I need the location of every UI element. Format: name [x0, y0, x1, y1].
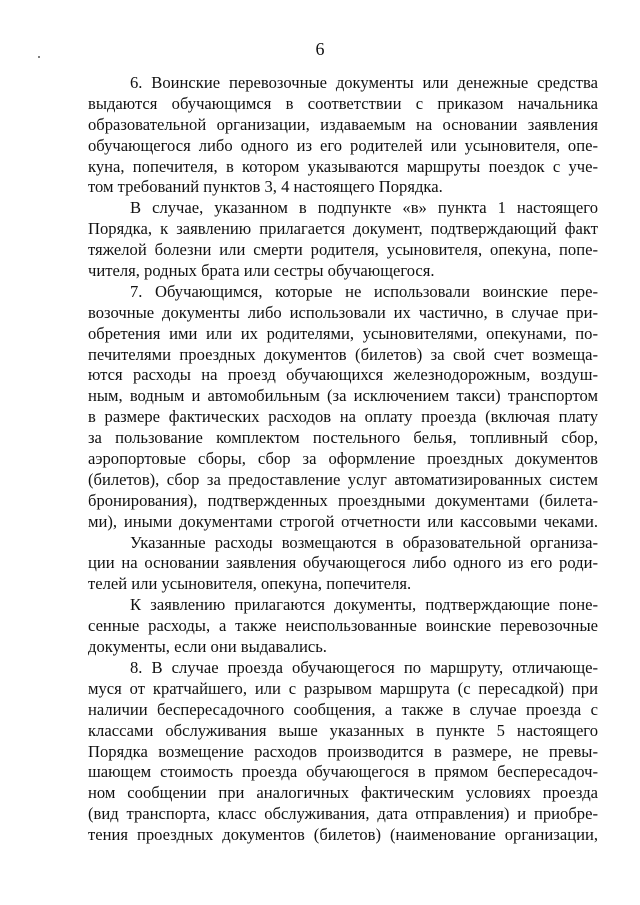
text-line: документы, если они выдавались.	[88, 637, 327, 657]
text-line: печителями проездных документов (билетов) за свой счет возмеща-	[88, 344, 598, 364]
text-line: куна, попечителя, в котором указываются маршруты поездок с уче-	[88, 156, 598, 176]
text-line: бронирования), подтвержденных проездными документами (билета-	[88, 490, 598, 510]
text-line: муся от кратчайшего, или с разрывом маршрута (с пересадкой) при	[88, 678, 598, 698]
text-line: (вид транспорта, класс обслуживания, дата отправления) и приобре-	[88, 804, 598, 824]
text-line: чителя, родных брата или сестры обучающегося.	[88, 261, 435, 281]
text-line: шающем стоимость проезда обучающегося в прямом беспересадоч-	[88, 762, 598, 782]
text-line: ном сообщении при аналогичных фактическим условиях проезда	[88, 783, 598, 803]
text-line: аэропортовые сборы, сбор за оформление проездных документов	[88, 449, 598, 469]
text-line: обретения ими или их родителями, усыновителями, опекунами, по-	[88, 323, 598, 343]
text-line: образовательной организации, издаваемым на основании заявления	[88, 114, 598, 134]
text-line: возочные документы либо использовали их частично, в случае при-	[88, 302, 598, 322]
text-line: Порядка, к заявлению прилагается документ, подтверждающий факт	[88, 219, 598, 239]
text-line: наличии беспересадочного сообщения, а также в случае проезда с	[88, 699, 598, 719]
text-line: за пользование комплектом постельного белья, топливный сбор,	[88, 428, 598, 448]
text-line: ным, водным и автомобильным (за исключением такси) транспортом	[88, 386, 598, 406]
scan-speck	[38, 56, 40, 58]
body-text	[88, 73, 598, 846]
text-line: том требований пунктов 3, 4 настоящего Порядка.	[88, 177, 443, 197]
page-number: 6	[315, 39, 325, 59]
text-line: в размере фактических расходов на оплату проезда (включая плату	[88, 407, 598, 427]
text-line: классами обслуживания выше указанных в пункте 5 настоящего	[88, 720, 598, 740]
text-line: К заявлению прилагаются документы, подтверждающие поне-	[130, 595, 598, 615]
text-line: телей или усыновителя, опекуна, попечителя.	[88, 574, 412, 594]
text-line: тения проездных документов (билетов) (наименование организации,	[88, 825, 598, 845]
text-line: тяжелой болезни или смерти родителя, усыновителя, опекуна, попе-	[88, 240, 598, 260]
text-line: ются расходы на проезд обучающихся железнодорожным, воздуш-	[88, 365, 598, 385]
text-line: сенные расходы, а также неиспользованные воинские перевозочные	[88, 616, 598, 636]
text-line: ции на основании заявления обучающегося либо одного из его роди-	[88, 553, 598, 573]
text-line: 8. В случае проезда обучающегося по маршруту, отличающе-	[130, 657, 598, 677]
text-line: обучающегося либо одного из его родителей или усыновителя, опе-	[88, 135, 598, 155]
text-line: Указанные расходы возмещаются в образовательной организа-	[130, 532, 598, 552]
text-line: В случае, указанном в подпункте «в» пункта 1 настоящего	[130, 198, 598, 218]
text-line: 7. Обучающимся, которые не использовали воинские пере-	[130, 281, 598, 301]
text-line: 6. Воинские перевозочные документы или денежные средства	[130, 73, 598, 92]
text-line: (билетов), сбор за предоставление услуг автоматизированных систем	[88, 469, 598, 489]
text-line: ми), иными документами строгой отчетности или кассовыми чеками.	[88, 511, 598, 531]
text-line: Порядка возмещение расходов производится в размере, не превы-	[88, 741, 598, 761]
text-line: выдаются обучающимся в соответствии с приказом начальника	[88, 93, 598, 113]
